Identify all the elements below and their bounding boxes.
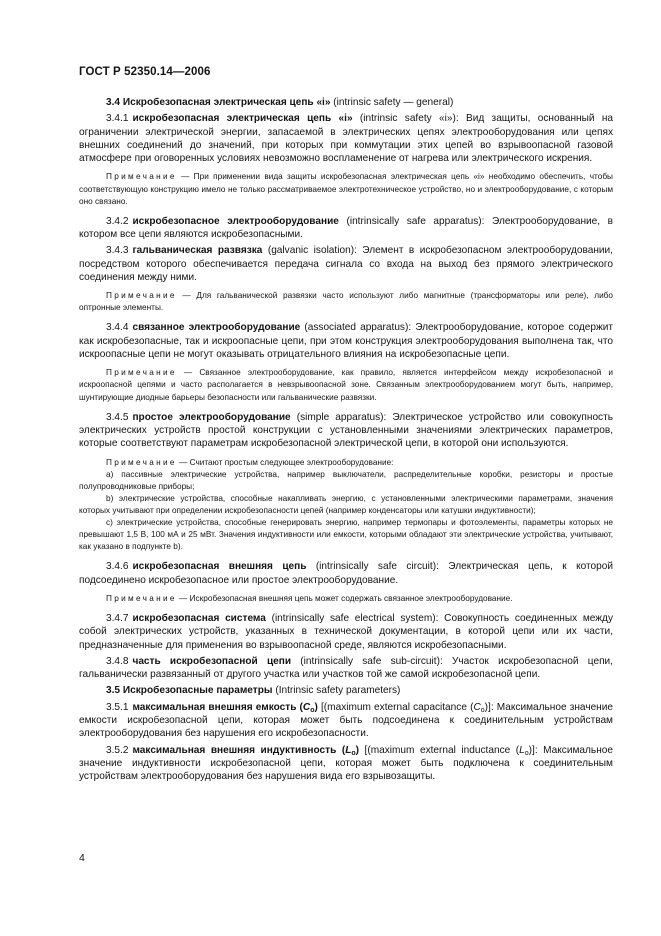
note-3-4-4: Примечание — Связанное электрооборудование, как правило, является интерфейсом между искробезопасной и искроопасной цепями и часто располагается в невзрывоопасной зоне. Связанным электрооборудованием могут быть, например, шунтирующие диодные барьеры безопасности или гальванические развязки. — [79, 368, 613, 402]
document-header: ГОСТ Р 52350.14—2006 — [79, 66, 211, 78]
clause-3-5-1: 3.5.1 максимальная внешняя емкость $(C_o)$ [(maximum external capacitance $(C_o)$]: Максимальное значение емкости искробезопасной цепи, которая может быть подсоединена к соединительным устройствам электрооборудования без нарушения его искробезопасности. — [79, 701, 614, 740]
clause-3-4-3: 3.4.3 гальваническая развязка (galvanic isolation): Элемент в искробезопасном электрооборудовании, посредством которого обеспечивается передача сигнала со входа на выход без прямого электрического соединения между ними. — [79, 245, 613, 283]
clause-3-4-6: 3.4.6 искробезопасная внешняя цепь (intrinsically safe circuit): Электрическая цепь, к которой подсоединено искробезопасное или простое электрооборудование. — [79, 561, 614, 586]
page-number: 4 — [79, 852, 85, 864]
note-3-4-3: Примечание — Для гальванической развязки часто используют либо магнитные (трансформаторы или реле), либо оптронные элементы. — [79, 291, 613, 313]
note-3-4-5: Примечание — Считают простым следующее электрооборудование: — [106, 457, 394, 467]
page-content — [79, 96, 613, 787]
clause-3-4-8: 3.4.8 часть искробезопасной цепи (intrinsically safe sub-circuit): Участок искробезопасной цепи, гальванически развязанный от другого участка или участков той же самой искробезопасной цепи. — [79, 655, 613, 681]
note-3-4-5-item-b: b) электрические устройства, способные накапливать энергию, с установленными электрическими параметрами, значения которых учитывают при определении искробезопасности цепей (например конденсаторы или катушки индуктивности); — [79, 493, 613, 515]
clause-3-4-2: 3.4.2 искробезопасное электрооборудование (intrinsically safe apparatus): Электрооборудование, в котором все цепи являются искробезопасными. — [79, 215, 614, 241]
clause-3-4-7: 3.4.7 искробезопасная система (intrinsically safe electrical system): Совокупность соединенных между собой электрических устройств, указанных в технической документации, в которой цепи или их части, предназначенные для применения во взрывоопасной среде, являются искробезопасными. — [79, 612, 613, 651]
clause-3-5-2: 3.5.2 максимальная внешняя индуктивность $(L_o)$ [(maximum external inductance $(L_o)$]: Максимальное значение индуктивности искробезопасной цепи, которая может быть подключена к соединительным устройствам электрооборудования без нарушения вида его взрывозащиты. — [79, 744, 613, 783]
note-3-4-5-item-a: а) пассивные электрические устройства, например выключатели, распределительные коробки, резисторы и простые полупроводниковые приборы; — [79, 469, 613, 491]
clause-3-4-1: 3.4.1 искробезопасная электрическая цепь «i» (intrinsic safety «i»): Вид защиты, основанный на ограничении электрической энергии, запасаемой в электрических цепях электрооборудования или цепях внешних соединений до значений, при которых при коммутации этих цепей во взрывоопасной газовой атмосфере при оговоренных условиях невозможно воспламенение от нагрева или электрического искрения. — [79, 113, 614, 165]
section-3-4-heading: 3.4 Искробезопасная электрическая цепь «i» (intrinsic safety — general) — [106, 97, 454, 108]
note-3-4-5-item-c: c) электрические устройства, способные генерировать энергию, например термопары и фотоэлементы, параметры которых не превышают 1,5 В, 100 мА и 25 мВт. Значения индуктивности или емкости, которыми обладают эти электрические устройства, учитывают, как указано в подпункте b). — [79, 517, 613, 552]
note-3-4-6: Примечание — Искробезопасная внешняя цепь может содержать связанное электрооборудование. — [106, 593, 513, 603]
clause-3-4-5: 3.4.5 простое электрооборудование (simple apparatus): Электрическое устройство или совокупность электрических устройств простой конструкции с установленными значениями электрических параметров, которые соответствуют параметрам искробезопасной электрической цепи, в которой они используются. — [79, 411, 613, 450]
section-3-5-heading: 3.5 Искробезопасные параметры (Intrinsic safety parameters) — [106, 685, 401, 697]
clause-3-4-4: 3.4.4 связанное электрооборудование (associated apparatus): Электрооборудование, которое содержит как искробезопасные, так и искроопасные цепи, при этом конструкция электрооборудования выполнена так, что искроопасные цепи не могут оказывать отрицательного влияния на искробезопасные цепи. — [79, 322, 614, 361]
note-3-4-1: Примечание — При применении вида защиты искробезопасная электрическая цепь «i» необходимо обеспечить, чтобы соответствующую конструкцию имело не только рассматриваемое электротехническое устройство, но и электрооборудование, с которым оно связано. — [79, 172, 613, 206]
